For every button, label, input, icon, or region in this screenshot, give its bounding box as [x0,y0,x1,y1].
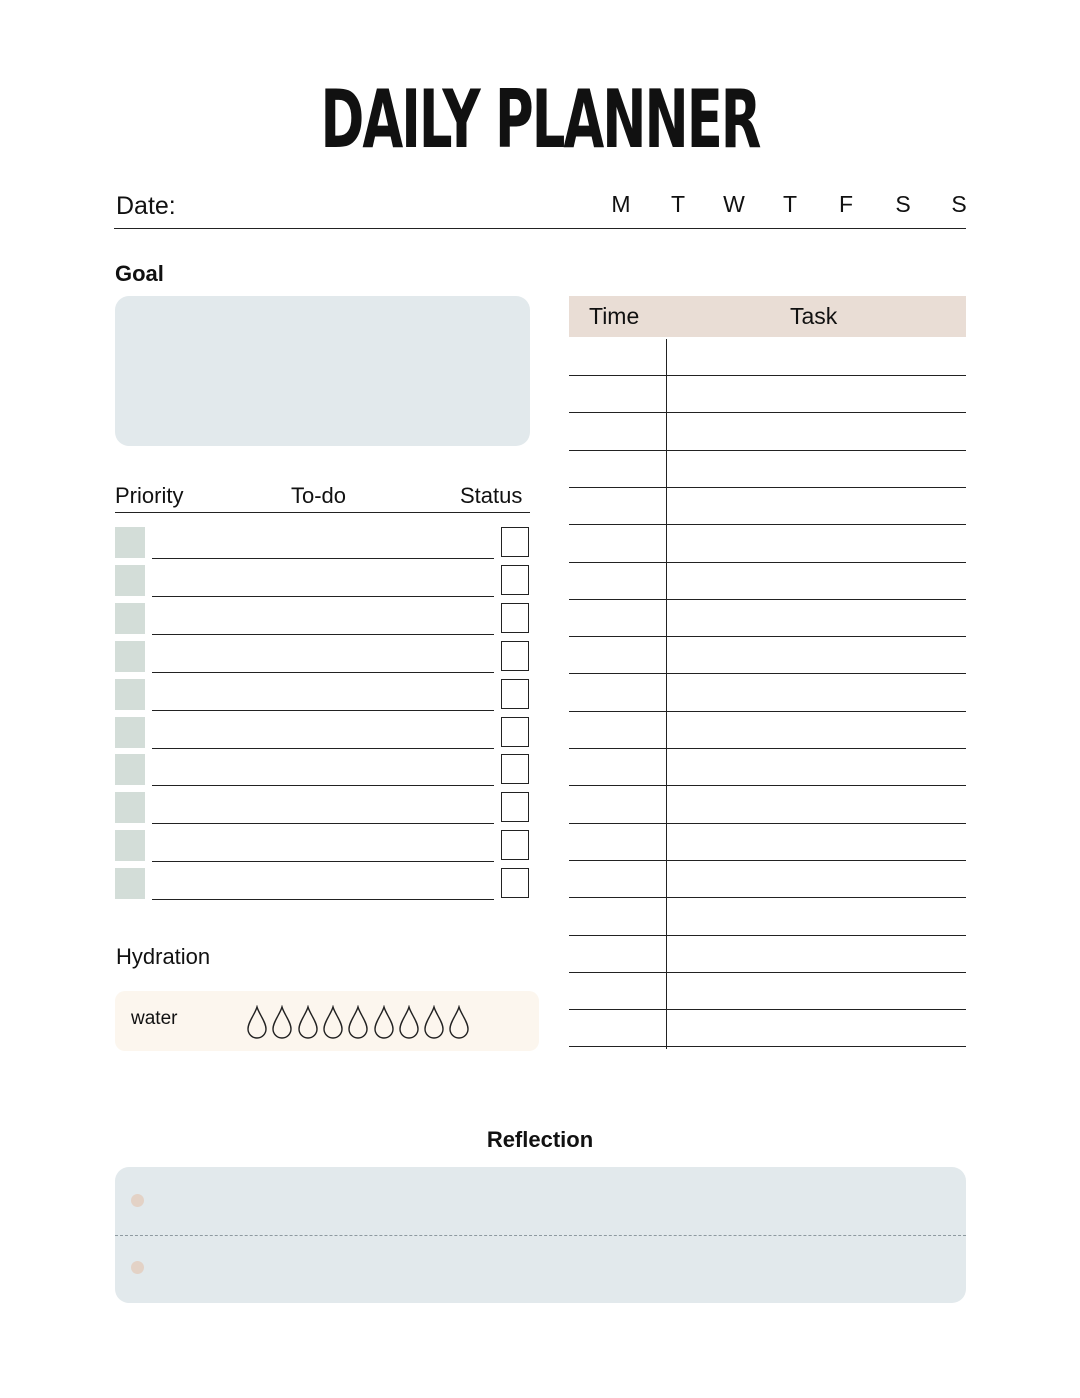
priority-header: Priority [115,483,184,508]
schedule-grid [569,337,966,1049]
schedule-row[interactable] [569,675,966,712]
hydration-heading: Hydration [116,944,211,969]
schedule-row[interactable] [569,1010,966,1047]
todo-line[interactable] [152,558,494,559]
todo-row [115,792,535,830]
schedule-row[interactable] [569,899,966,936]
priority-swatch[interactable] [115,868,145,899]
water-drop-icon[interactable] [373,1005,395,1039]
water-drop-icon[interactable] [322,1005,344,1039]
reflection-divider [115,1235,966,1236]
schedule-row[interactable] [569,414,966,451]
status-checkbox[interactable] [501,603,529,633]
water-drop-icon[interactable] [246,1005,268,1039]
priority-swatch[interactable] [115,679,145,710]
todo-row [115,679,535,717]
status-checkbox[interactable] [501,717,529,747]
schedule-row[interactable] [569,936,966,973]
priority-swatch[interactable] [115,754,145,785]
todo-row [115,830,535,868]
todo-header-rule [115,512,530,513]
page-title: DAILY PLANNER [320,73,760,166]
reflection-heading: Reflection [486,1127,594,1152]
todo-line[interactable] [152,748,494,749]
schedule-row[interactable] [569,563,966,600]
goal-heading: Goal [115,261,164,286]
status-checkbox[interactable] [501,868,529,898]
priority-swatch[interactable] [115,527,145,558]
todo-line[interactable] [152,861,494,862]
reflection-bullet-icon [131,1194,144,1207]
reflection-box[interactable] [115,1167,966,1303]
todo-line[interactable] [152,710,494,711]
water-drop-icon[interactable] [448,1005,470,1039]
status-checkbox[interactable] [501,565,529,595]
water-drop-icon[interactable] [398,1005,420,1039]
priority-swatch[interactable] [115,565,145,596]
schedule-row[interactable] [569,451,966,488]
water-drop-icon[interactable] [271,1005,293,1039]
schedule-row[interactable] [569,973,966,1010]
priority-swatch[interactable] [115,717,145,748]
weekday-selector [600,188,976,220]
status-checkbox[interactable] [501,792,529,822]
schedule-row[interactable] [569,861,966,898]
todo-line[interactable] [152,823,494,824]
todo-row [115,868,535,906]
todo-line[interactable] [152,785,494,786]
water-label: water [131,1008,178,1029]
weekday-monday[interactable]: M [611,191,631,217]
todo-header: To-do [291,483,347,508]
priority-swatch[interactable] [115,603,145,634]
water-tracker [115,991,539,1051]
weekday-thursday[interactable]: T [782,191,798,217]
weekday-sunday[interactable]: S [951,191,967,217]
weekday-tuesday[interactable]: T [670,191,686,217]
schedule-row[interactable] [569,637,966,674]
reflection-bullet-icon [131,1261,144,1274]
todo-line[interactable] [152,596,494,597]
goal-box[interactable] [115,296,530,446]
date-label: Date: [116,192,176,220]
schedule-row[interactable] [569,712,966,749]
time-header: Time [589,303,640,329]
todo-row [115,754,535,792]
water-drop-icon[interactable] [347,1005,369,1039]
weekday-wednesday[interactable]: W [723,191,745,217]
todo-row [115,565,535,603]
status-checkbox[interactable] [501,830,529,860]
task-header: Task [790,303,838,329]
schedule-row-line [569,1046,966,1047]
schedule-header [569,296,966,337]
todo-row [115,603,535,641]
schedule-row[interactable] [569,339,966,376]
todo-row [115,641,535,679]
todo-row [115,717,535,755]
status-checkbox[interactable] [501,754,529,784]
date-line[interactable] [114,228,966,229]
schedule-row[interactable] [569,824,966,861]
weekday-friday[interactable]: F [838,191,854,217]
water-drop-icon[interactable] [297,1005,319,1039]
status-checkbox[interactable] [501,679,529,709]
schedule-row[interactable] [569,526,966,563]
todo-row [115,527,535,565]
schedule-row[interactable] [569,749,966,786]
status-checkbox[interactable] [501,641,529,671]
todo-line[interactable] [152,634,494,635]
todo-line[interactable] [152,672,494,673]
schedule-row[interactable] [569,600,966,637]
status-header: Status [460,483,523,508]
todo-line[interactable] [152,899,494,900]
schedule-row[interactable] [569,376,966,413]
schedule-row[interactable] [569,787,966,824]
priority-swatch[interactable] [115,641,145,672]
priority-swatch[interactable] [115,830,145,861]
priority-swatch[interactable] [115,792,145,823]
weekday-saturday[interactable]: S [895,191,911,217]
status-checkbox[interactable] [501,527,529,557]
schedule-row[interactable] [569,488,966,525]
water-drop-icon[interactable] [423,1005,445,1039]
